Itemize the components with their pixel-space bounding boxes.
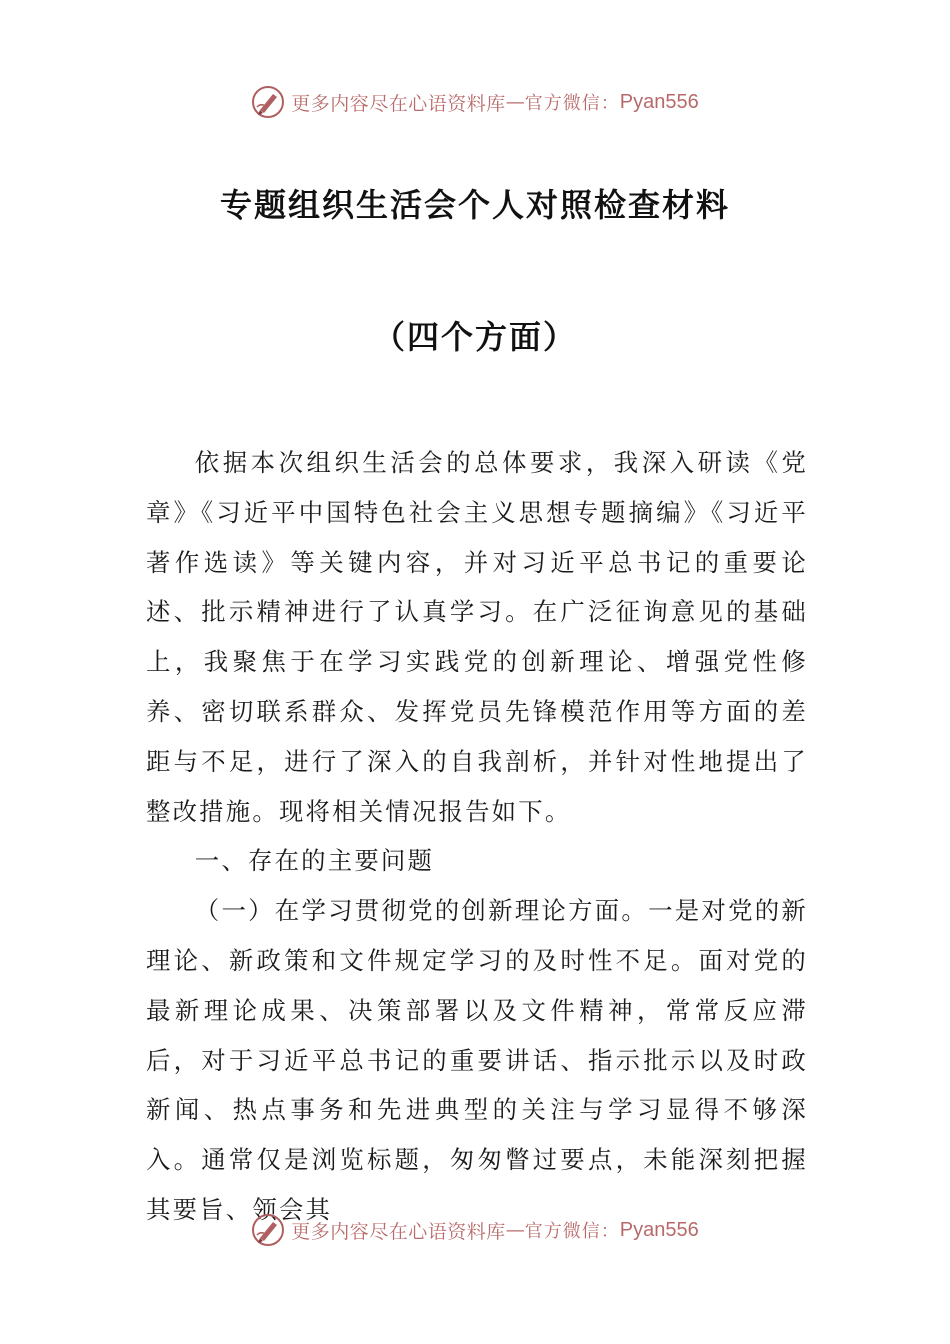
pen-logo-icon — [251, 85, 285, 119]
watermark-dash: — — [505, 1219, 525, 1241]
pen-logo-icon — [251, 1213, 285, 1247]
document-title: 专题组织生活会个人对照检查材料 — [219, 186, 730, 224]
header-watermark — [0, 82, 950, 122]
section-heading: 一、存在的主要问题 — [194, 846, 435, 876]
watermark-id: Pyan556 — [619, 90, 699, 113]
watermark-site-text: 更多内容尽在心语资料库 — [291, 1220, 506, 1243]
document-subtitle: （四个方面） — [372, 318, 577, 356]
footer-watermark — [0, 1210, 950, 1250]
watermark-site-text: 更多内容尽在心语资料库 — [291, 92, 506, 115]
body-paragraph: 依据本次组织生活会的总体要求，我深入研读《党章》《习近平中国特色社会主义思想专题摘编》《习近平著作选读》等关键内容，并对习近平总书记的重要论述、批示精神进行了认真学习。在广泛征询意见的基础上，我聚焦于在学习实践党的创新理论、增强党性修养、密切联系群众、发挥党员先锋模范作用等方面的差距与不足，进行了深入的自我剖析，并针对性地提出了整改措施。现将相关情况报告如下。 — [146, 448, 808, 826]
document-body — [146, 438, 808, 1235]
watermark-dash: — — [505, 91, 525, 113]
watermark-id: Pyan556 — [619, 1218, 699, 1241]
watermark-label: 官方微信： — [524, 1221, 620, 1242]
watermark-label: 官方微信： — [524, 93, 620, 114]
body-paragraph: （一）在学习贯彻党的创新理论方面。一是对党的新理论、新政策和文件规定学习的及时性不足。面对党的最新理论成果、决策部署以及文件精神，常常反应滞后，对于习近平总书记的重要讲话、指示批示以及时政新闻、热点事务和先进典型的关注与学习显得不够深入。通常仅是浏览标题，匆匆瞥过要点，未能深刻把握其要旨、领会其 — [146, 896, 808, 1224]
